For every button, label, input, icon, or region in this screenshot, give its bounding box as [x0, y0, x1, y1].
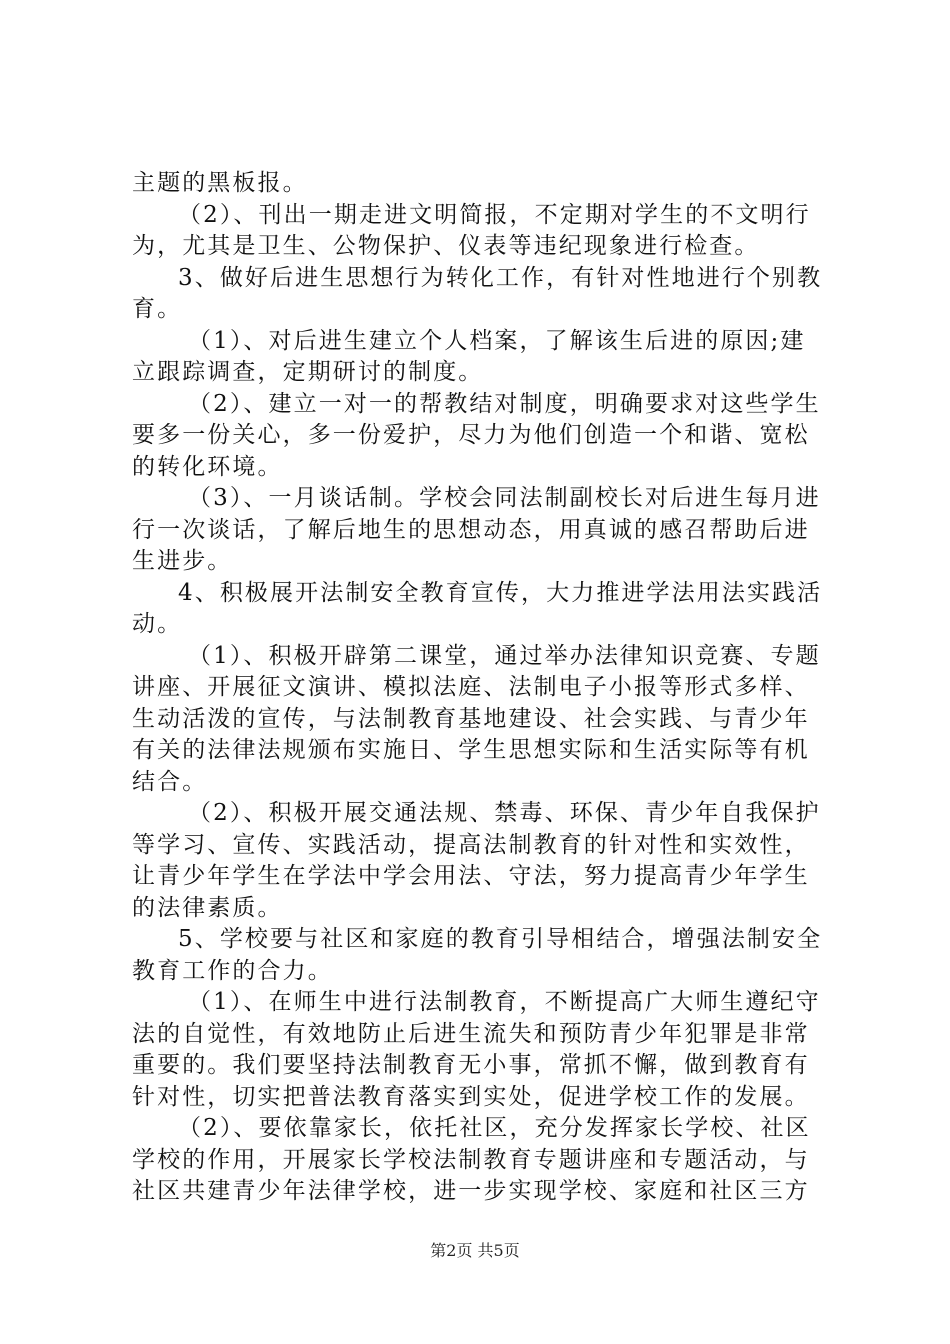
text-line: 动。 [132, 611, 183, 637]
text-line: 行一次谈话，了解后地生的思想动态，用真诚的感召帮助后进 [132, 516, 810, 543]
text-line: （2）、要依靠家长，依托社区，充分发挥家长学校、社区 [178, 1115, 811, 1141]
text-line: 重要的。我们要坚持法制教育无小事，常抓不懈，做到教育有 [132, 1052, 810, 1078]
text-line: 为，尤其是卫生、公物保护、仪表等违纪现象进行检查。 [132, 233, 760, 259]
text-line: 的法律素质。 [132, 894, 283, 921]
text-line: 等学习、宣传、实践活动，提高法制教育的针对性和实效性， [132, 831, 810, 858]
text-line: 学校的作用，开展家长学校法制教育专题讲座和专题活动，与 [132, 1146, 810, 1173]
text-line: 4、积极展开法制安全教育宣传，大力推进学法用法实践活 [178, 579, 823, 606]
page-footer: 第2页 共5页 [430, 1241, 520, 1260]
text-line: 育。 [132, 296, 183, 322]
text-line: 立跟踪调查，定期研讨的制度。 [132, 359, 484, 385]
text-line: 让青少年学生在学法中学会用法、守法，努力提高青少年学生 [132, 863, 810, 889]
text-line: （2）、积极开展交通法规、禁毒、环保、青少年自我保护 [188, 800, 821, 826]
text-line: 生进步。 [132, 548, 233, 574]
text-line: （1）、在师生中进行法制教育，不断提高广大师生遵纪守 [188, 989, 821, 1015]
text-line: 主题的黑板报。 [132, 170, 308, 196]
document-body [132, 168, 832, 1208]
text-line: （1）、对后进生建立个人档案，了解该生后进的原因;建 [188, 327, 806, 354]
text-line: 结合。 [132, 768, 208, 795]
text-line: 教育工作的合力。 [132, 957, 333, 984]
text-line: （2）、刊出一期走进文明简报，不定期对学生的不文明行 [178, 201, 811, 228]
text-line: 3、做好后进生思想行为转化工作，有针对性地进行个别教 [178, 264, 823, 291]
text-line: 有关的法律法规颁布实施日、学生思想实际和生活实际等有机 [132, 737, 810, 763]
text-line: 的转化环境。 [132, 453, 283, 480]
text-line: 要多一份关心，多一份爱护，尽力为他们创造一个和谐、宽松 [132, 422, 810, 448]
text-line: （2）、建立一对一的帮教结对制度，明确要求对这些学生 [188, 390, 821, 417]
text-line: 5、学校要与社区和家庭的教育引导相结合，增强法制安全 [178, 926, 823, 952]
text-line: 针对性，切实把普法教育落实到实处，促进学校工作的发展。 [132, 1083, 810, 1110]
text-line: （3）、一月谈话制。学校会同法制副校长对后进生每月进 [188, 485, 821, 511]
text-line: 社区共建青少年法律学校，进一步实现学校、家庭和社区三方 [132, 1178, 810, 1204]
text-line: 生动活泼的宣传，与法制教育基地建设、社会实践、与青少年 [132, 705, 810, 732]
text-line: 法的自觉性，有效地防止后进生流失和预防青少年犯罪是非常 [132, 1020, 810, 1047]
text-line: 讲座、开展征文演讲、模拟法庭、法制电子小报等形式多样、 [132, 674, 810, 700]
text-line: （1）、积极开辟第二课堂，通过举办法律知识竞赛、专题 [188, 642, 821, 669]
